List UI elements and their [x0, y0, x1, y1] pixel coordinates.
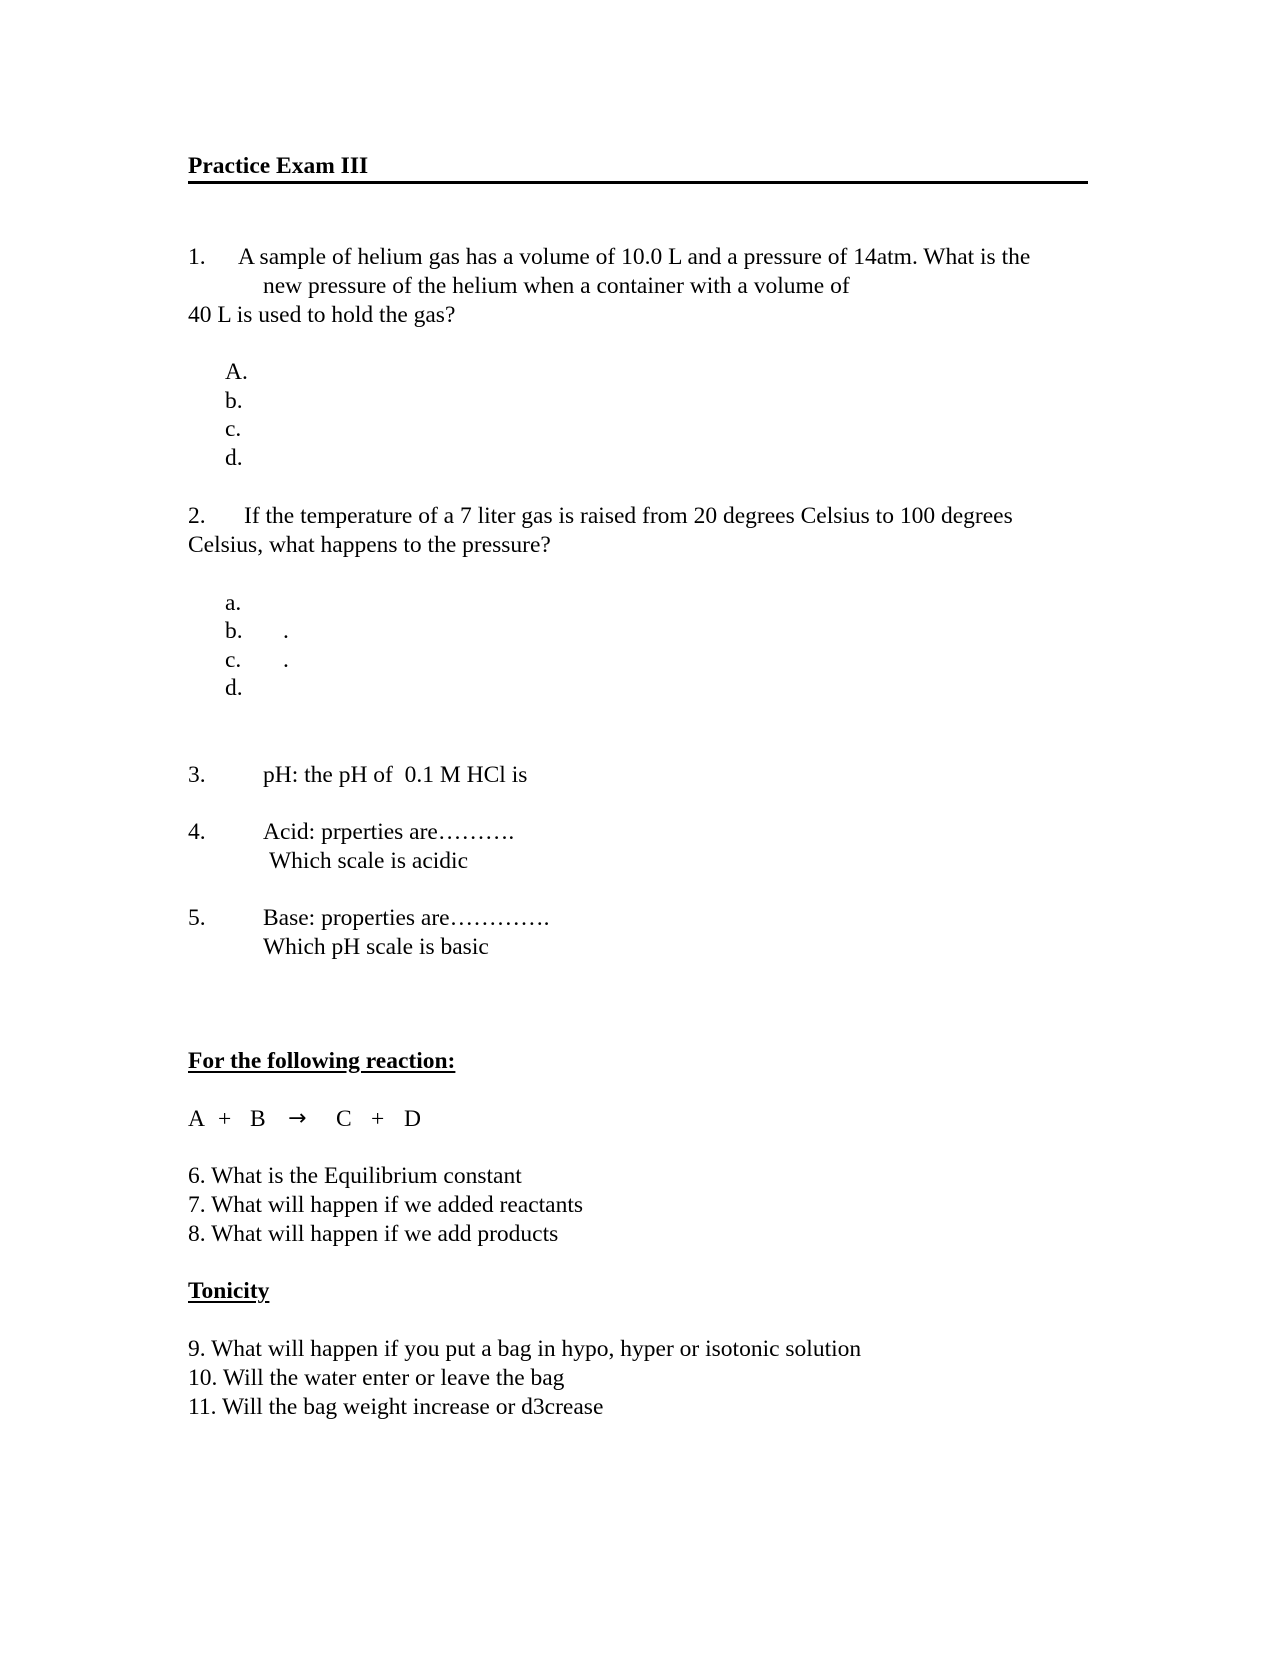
question-1-line-3: 40 L is used to hold the gas? [188, 302, 456, 328]
reaction-section-heading: For the following reaction: [188, 1048, 456, 1074]
question-1-line-2: new pressure of the helium when a container with a volume of [263, 273, 850, 299]
question-2-line-1: If the temperature of a 7 liter gas is raised from 20 degrees Celsius to 100 degrees [244, 503, 1013, 529]
question-1-option-a: A. [225, 359, 248, 385]
question-2-option-b: b. [225, 618, 243, 644]
reaction-product-d: D [404, 1106, 421, 1132]
question-11: 11. Will the bag weight increase or d3crease [188, 1394, 604, 1420]
question-1-number: 1. [188, 244, 206, 270]
question-3-text: pH: the pH of 0.1 M HCl is [263, 762, 528, 788]
question-2-number: 2. [188, 503, 206, 529]
question-1-line-1: A sample of helium gas has a volume of 10.0 L and a pressure of 14atm. What is the [238, 244, 1031, 270]
question-2-option-c-text: . [283, 647, 289, 673]
question-2-option-d: d. [225, 675, 243, 701]
question-1-option-c: c. [225, 416, 242, 442]
question-2-line-2: Celsius, what happens to the pressure? [188, 532, 551, 558]
question-1-option-d: d. [225, 445, 243, 471]
question-2-option-a: a. [225, 590, 242, 616]
reaction-plus-1: + [218, 1106, 232, 1132]
question-8: 8. What will happen if we add products [188, 1221, 559, 1247]
question-5-line-1: Base: properties are…………. [263, 905, 550, 931]
reaction-reactant-a: A [188, 1106, 205, 1132]
reaction-product-c: C [336, 1106, 352, 1132]
question-6: 6. What is the Equilibrium constant [188, 1163, 522, 1189]
question-5-line-2: Which pH scale is basic [263, 934, 489, 960]
page-title: Practice Exam III [188, 153, 369, 179]
title-underline-divider [188, 181, 1088, 184]
tonicity-section-heading: Tonicity [188, 1278, 270, 1304]
question-3-number: 3. [188, 762, 206, 788]
question-4-line-2: Which scale is acidic [269, 848, 469, 874]
question-4-line-1: Acid: prperties are………. [263, 819, 515, 845]
question-10: 10. Will the water enter or leave the bag [188, 1365, 565, 1391]
question-1-option-b: b. [225, 388, 243, 414]
question-2-option-c: c. [225, 647, 242, 673]
question-2-option-b-text: . [283, 618, 289, 644]
reaction-reactant-b: B [250, 1106, 266, 1132]
reaction-plus-2: + [371, 1106, 385, 1132]
reaction-arrow-icon: → [288, 1106, 307, 1131]
question-5-number: 5. [188, 905, 206, 931]
question-7: 7. What will happen if we added reactants [188, 1192, 584, 1218]
question-4-number: 4. [188, 819, 206, 845]
question-9: 9. What will happen if you put a bag in hypo, hyper or isotonic solution [188, 1336, 862, 1362]
